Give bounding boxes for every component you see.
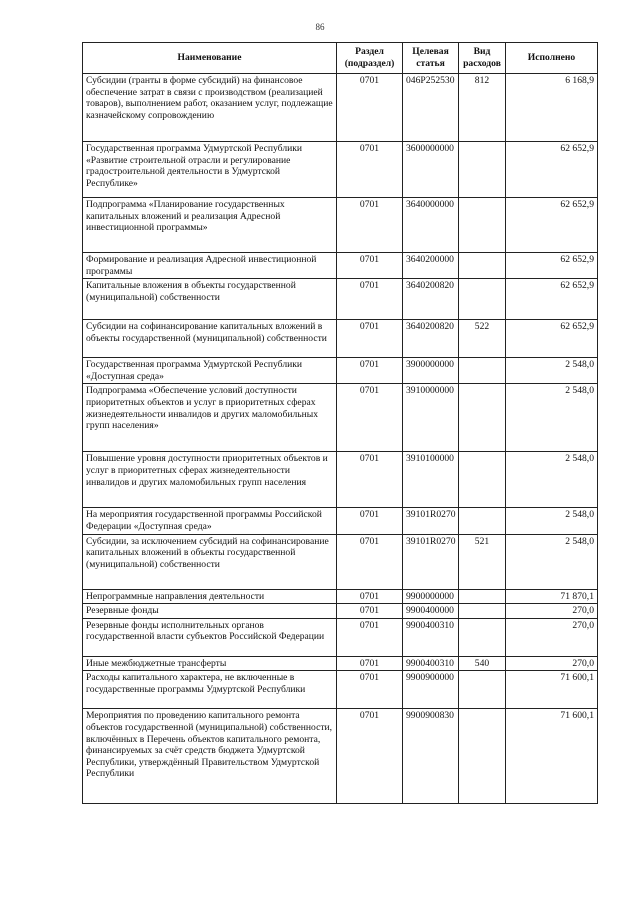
- section-cell: 0701: [337, 198, 403, 253]
- target-cell: 9900000000: [403, 589, 459, 604]
- table-row: [83, 589, 598, 604]
- table-row: [83, 142, 598, 198]
- amount-cell: 71 600,1: [506, 709, 598, 804]
- table-row: [83, 508, 598, 534]
- amount-cell: 62 652,9: [506, 279, 598, 320]
- table-row: [83, 671, 598, 709]
- section-cell: 0701: [337, 279, 403, 320]
- amount-cell: 270,0: [506, 656, 598, 671]
- header-name: Наименование: [83, 43, 337, 74]
- name-cell: Капитальные вложения в объекты государственной (муниципальной) собственности: [83, 279, 337, 320]
- amount-cell: 62 652,9: [506, 142, 598, 198]
- amount-cell: 2 548,0: [506, 452, 598, 508]
- amount-cell: 62 652,9: [506, 198, 598, 253]
- name-cell: Резервные фонды исполнительных органов государственной власти субъектов Российской Федерации: [83, 618, 337, 656]
- expense-type-cell: [459, 589, 506, 604]
- section-cell: 0701: [337, 384, 403, 452]
- table-row: [83, 279, 598, 320]
- target-cell: 3900000000: [403, 358, 459, 384]
- header-section: Раздел (подраздел): [337, 43, 403, 74]
- target-cell: 9900900000: [403, 671, 459, 709]
- section-cell: 0701: [337, 74, 403, 142]
- expense-type-cell: 540: [459, 656, 506, 671]
- target-cell: 3910100000: [403, 452, 459, 508]
- page-number: 86: [315, 22, 325, 32]
- expense-type-cell: [459, 358, 506, 384]
- section-cell: 0701: [337, 709, 403, 804]
- header-amount: Исполнено: [506, 43, 598, 74]
- expense-type-cell: [459, 618, 506, 656]
- name-cell: На мероприятия государственной программы Российской Федерации «Доступная среда»: [83, 508, 337, 534]
- target-cell: 9900400000: [403, 604, 459, 619]
- expense-type-cell: [459, 508, 506, 534]
- amount-cell: 2 548,0: [506, 358, 598, 384]
- expense-type-cell: [459, 142, 506, 198]
- expense-type-cell: [459, 604, 506, 619]
- header-target: Целевая статья: [403, 43, 459, 74]
- target-cell: 046P252530: [403, 74, 459, 142]
- expense-type-cell: 812: [459, 74, 506, 142]
- name-cell: Субсидии (гранты в форме субсидий) на финансовое обеспечение затрат в связи с производством (реализацией товаров), выполнением работ, оказанием услуг, подлежащие казначейскому сопровождению: [83, 74, 337, 142]
- budget-table: [82, 42, 598, 804]
- table-row: [83, 198, 598, 253]
- target-cell: 9900400310: [403, 656, 459, 671]
- amount-cell: 270,0: [506, 618, 598, 656]
- name-cell: Повышение уровня доступности приоритетных объектов и услуг в приоритетных сферах жизнедеятельности инвалидов и других маломобильных групп населения: [83, 452, 337, 508]
- name-cell: Резервные фонды: [83, 604, 337, 619]
- table-row: [83, 656, 598, 671]
- target-cell: 9900400310: [403, 618, 459, 656]
- name-cell: Мероприятия по проведению капитального ремонта объектов государственной (муниципальной) собственности, включённых в Перечень объектов капитального ремонта, финансируемых за счёт средств бюджета Удмуртской Республики, утверждённый Правительством Удмуртской Республики: [83, 709, 337, 804]
- target-cell: 39101R0270: [403, 534, 459, 589]
- expense-type-cell: 521: [459, 534, 506, 589]
- table-header-row: [83, 43, 598, 74]
- target-cell: 3910000000: [403, 384, 459, 452]
- expense-type-cell: [459, 671, 506, 709]
- section-cell: 0701: [337, 358, 403, 384]
- target-cell: 3600000000: [403, 142, 459, 198]
- amount-cell: 71 870,1: [506, 589, 598, 604]
- table-row: [83, 320, 598, 358]
- section-cell: 0701: [337, 589, 403, 604]
- section-cell: 0701: [337, 253, 403, 279]
- table-row: [83, 358, 598, 384]
- name-cell: Иные межбюджетные трансферты: [83, 656, 337, 671]
- table-row: [83, 384, 598, 452]
- amount-cell: 270,0: [506, 604, 598, 619]
- section-cell: 0701: [337, 671, 403, 709]
- section-cell: 0701: [337, 604, 403, 619]
- amount-cell: 71 600,1: [506, 671, 598, 709]
- table-row: [83, 253, 598, 279]
- name-cell: Субсидии на софинансирование капитальных вложений в объекты государственной (муниципальной) собственности: [83, 320, 337, 358]
- name-cell: Субсидии, за исключением субсидий на софинансирование капитальных вложений в объекты государственной (муниципальной) собственности: [83, 534, 337, 589]
- amount-cell: 2 548,0: [506, 534, 598, 589]
- section-cell: 0701: [337, 320, 403, 358]
- name-cell: Подпрограмма «Обеспечение условий доступности приоритетных объектов и услуг в приоритетных сферах жизнедеятельности инвалидов и других маломобильных групп населения»: [83, 384, 337, 452]
- name-cell: Подпрограмма «Планирование государственных капитальных вложений и реализация Адресной инвестиционной программы»: [83, 198, 337, 253]
- amount-cell: 6 168,9: [506, 74, 598, 142]
- expense-type-cell: [459, 384, 506, 452]
- target-cell: 3640200820: [403, 320, 459, 358]
- target-cell: 3640200000: [403, 253, 459, 279]
- expense-type-cell: [459, 253, 506, 279]
- table-row: [83, 618, 598, 656]
- table-row: [83, 604, 598, 619]
- header-expense-type: Вид расходов: [459, 43, 506, 74]
- name-cell: Государственная программа Удмуртской Республики «Развитие строительной отрасли и регулирование градостроительной деятельности в Удмуртской Республике»: [83, 142, 337, 198]
- name-cell: Непрограммные направления деятельности: [83, 589, 337, 604]
- expense-type-cell: [459, 198, 506, 253]
- expense-type-cell: [459, 709, 506, 804]
- name-cell: Формирование и реализация Адресной инвестиционной программы: [83, 253, 337, 279]
- section-cell: 0701: [337, 534, 403, 589]
- section-cell: 0701: [337, 618, 403, 656]
- amount-cell: 2 548,0: [506, 508, 598, 534]
- expense-type-cell: [459, 452, 506, 508]
- section-cell: 0701: [337, 142, 403, 198]
- target-cell: 3640000000: [403, 198, 459, 253]
- table-row: [83, 534, 598, 589]
- expense-type-cell: [459, 279, 506, 320]
- name-cell: Расходы капитального характера, не включенные в государственные программы Удмуртской Республики: [83, 671, 337, 709]
- table-row: [83, 452, 598, 508]
- section-cell: 0701: [337, 508, 403, 534]
- expense-type-cell: 522: [459, 320, 506, 358]
- name-cell: Государственная программа Удмуртской Республики «Доступная среда»: [83, 358, 337, 384]
- target-cell: 9900900830: [403, 709, 459, 804]
- amount-cell: 62 652,9: [506, 253, 598, 279]
- amount-cell: 62 652,9: [506, 320, 598, 358]
- target-cell: 3640200820: [403, 279, 459, 320]
- amount-cell: 2 548,0: [506, 384, 598, 452]
- target-cell: 39101R0270: [403, 508, 459, 534]
- section-cell: 0701: [337, 656, 403, 671]
- table-row: [83, 709, 598, 804]
- section-cell: 0701: [337, 452, 403, 508]
- table-row: [83, 74, 598, 142]
